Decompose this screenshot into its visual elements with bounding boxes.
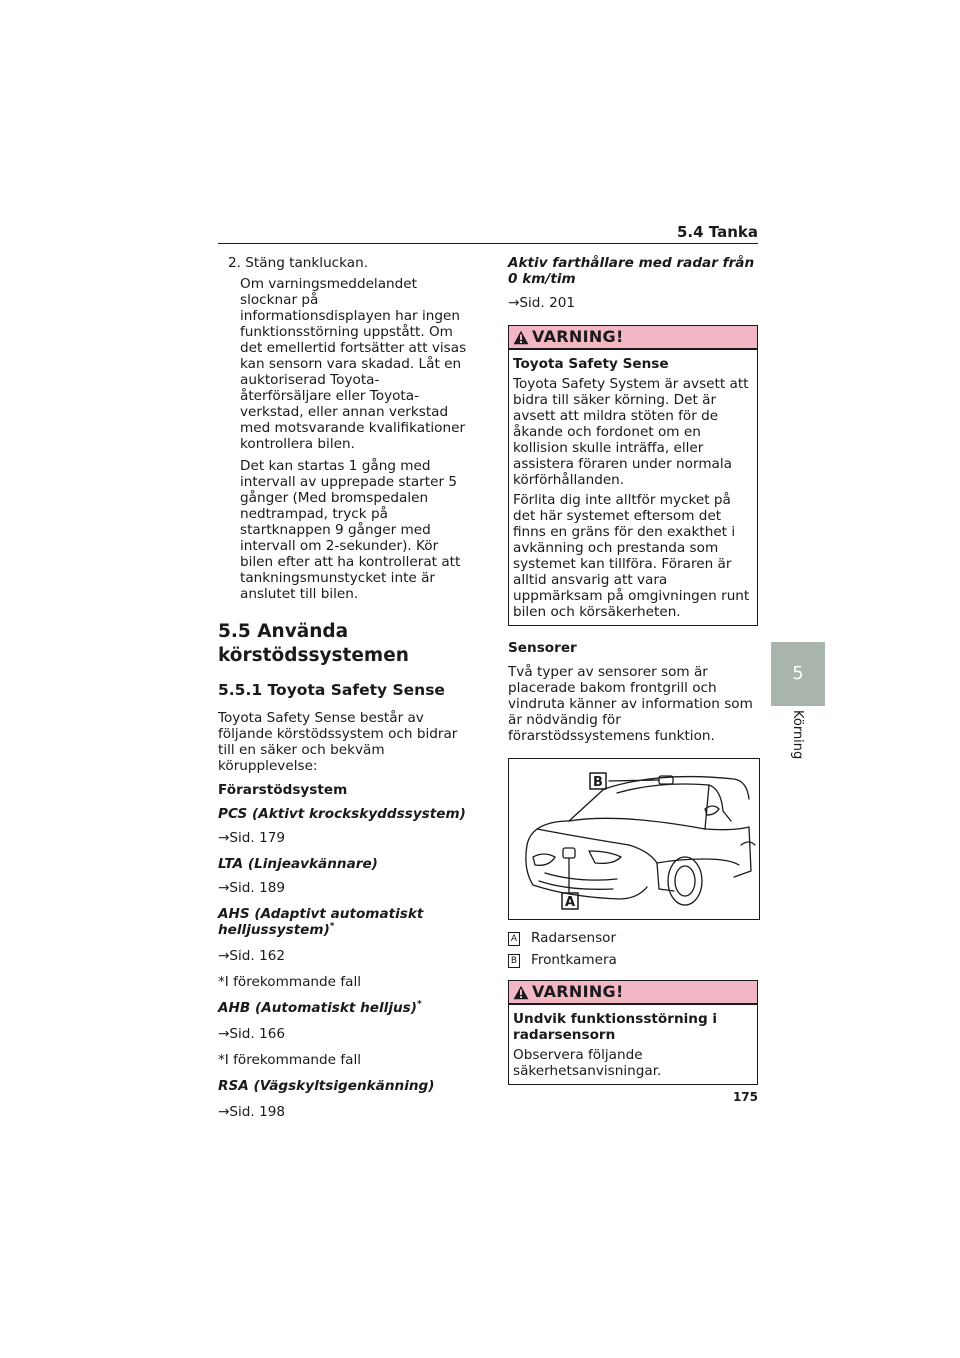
- acc-reference: →Sid. 201: [508, 295, 576, 311]
- footnote: *I förekommande fall: [218, 1052, 361, 1068]
- system-title: RSA (Vägskyltsigenkänning): [218, 1078, 435, 1094]
- page-reference: →Sid. 162: [218, 948, 286, 964]
- step-2-title: 2. Stäng tankluckan.: [228, 255, 369, 271]
- chapter-tab: 5: [771, 642, 825, 706]
- warning-subtitle: Undvik funktionsstörning i radarsensorn: [513, 1011, 718, 1043]
- system-title: LTA (Linjeavkännare): [218, 856, 378, 872]
- figure-label-a: A: [564, 895, 576, 910]
- page-reference: →Sid. 198: [218, 1104, 286, 1120]
- acc-title: Aktiv farthållare med radar från 0 km/tim: [508, 255, 755, 287]
- warning-paragraph-2: Förlita dig inte alltför mycket på det här systemet eftersom det finns en gräns för den exakthet i avkänning och prestanda som systemet kan tillföra. Föraren är alltid ansvarig att vara uppmärksam på omgivningen runt bilen och körsäkerheten.: [513, 492, 750, 620]
- warning-subtitle: Toyota Safety Sense: [513, 356, 669, 372]
- warning-box-radar: [508, 980, 758, 1085]
- warning-paragraph-1: Toyota Safety System är avsett att bidra till säker körning. Det är avsett att mildra stöten för de åkande och fordonet om en kollision skulle inträffa, eller assistera föraren under normala körförhållanden.: [513, 376, 749, 488]
- page-reference: →Sid. 189: [218, 880, 286, 896]
- page-reference: →Sid. 166: [218, 1026, 286, 1042]
- footnote-marker: *: [416, 999, 422, 1010]
- section-header: 5.4 Tanka: [677, 223, 758, 241]
- car-illustration: [509, 759, 759, 919]
- legend-item-camera: [508, 952, 758, 968]
- legend-key: A: [508, 932, 520, 946]
- system-item-pcs: [218, 806, 468, 846]
- section-heading: 5.5.1 Toyota Safety Sense: [218, 681, 445, 699]
- legend-key: B: [508, 954, 520, 968]
- warning-box-safety: [508, 325, 758, 626]
- chapter-label: Körning: [790, 710, 805, 760]
- page-number: 175: [732, 1090, 758, 1104]
- legend-text: Radarsensor: [531, 930, 617, 946]
- warning-title: VARNING!: [532, 982, 624, 1001]
- legend-item-radar: [508, 930, 758, 946]
- sensors-paragraph: Två typer av sensorer som är placerade bakom frontgrill och vindruta känner av information som är nödvändig för förarstödssystemens funktion.: [508, 664, 753, 744]
- footnote-marker: *: [329, 921, 335, 932]
- warning-body: [509, 1005, 757, 1084]
- header-rule: [218, 243, 758, 244]
- left-column: [218, 255, 468, 1130]
- right-column: [508, 255, 758, 1099]
- system-item-lta: [218, 856, 468, 896]
- warning-body: [509, 350, 757, 625]
- page-reference: →Sid. 179: [218, 830, 286, 846]
- sensors-heading: Sensorer: [508, 640, 577, 656]
- step-2-paragraph-2: Det kan startas 1 gång med intervall av upprepade starter 5 gånger (Med bromspedalen nedtrampad, tryck på startknappen 9 gånger med intervall om 2-sekunder). Kör bilen efter att ha kontrollerat att tankningsmunstycket inte är anslutet till bilen.: [240, 458, 461, 602]
- chapter-heading: 5.5 Använda körstödssystemen: [218, 621, 409, 666]
- warning-triangle-icon: [513, 330, 529, 345]
- system-title: AHB (Automatiskt helljus): [218, 1000, 417, 1016]
- warning-triangle-icon: [513, 985, 529, 1000]
- system-title: PCS (Aktivt krockskyddssystem): [218, 806, 466, 822]
- warning-title: VARNING!: [532, 327, 624, 346]
- system-item-ahb: [218, 1000, 468, 1068]
- group-heading: Förarstödsystem: [218, 782, 348, 798]
- warning-paragraph-1: Observera följande säkerhetsanvisningar.: [513, 1047, 662, 1079]
- legend-text: Frontkamera: [531, 952, 617, 968]
- figure-label-b: B: [593, 775, 603, 790]
- warning-header: [509, 326, 757, 350]
- warning-header: [509, 981, 757, 1005]
- footnote: *I förekommande fall: [218, 974, 361, 990]
- system-item-rsa: [218, 1078, 468, 1120]
- intro-paragraph: Toyota Safety Sense består av följande körstödssystem och bidrar till en säker och bekväm körupplevelse:: [218, 710, 458, 774]
- step-2-paragraph-1: Om varningsmeddelandet slocknar på informationsdisplayen har ingen funktionsstörning uppstått. Om det emellertid fortsätter att visas kan sensorn vara skadad. Låt en auktoriserad Toyota-återförsäljare eller Toyota-verkstad, eller annan verkstad med motsvarande kvalifikationer kontrollera bilen.: [240, 276, 467, 452]
- system-item-ahs: [218, 906, 468, 990]
- car-sensor-illustration: [508, 758, 760, 920]
- system-title: AHS (Adaptivt automatiskt helljussystem): [218, 906, 424, 938]
